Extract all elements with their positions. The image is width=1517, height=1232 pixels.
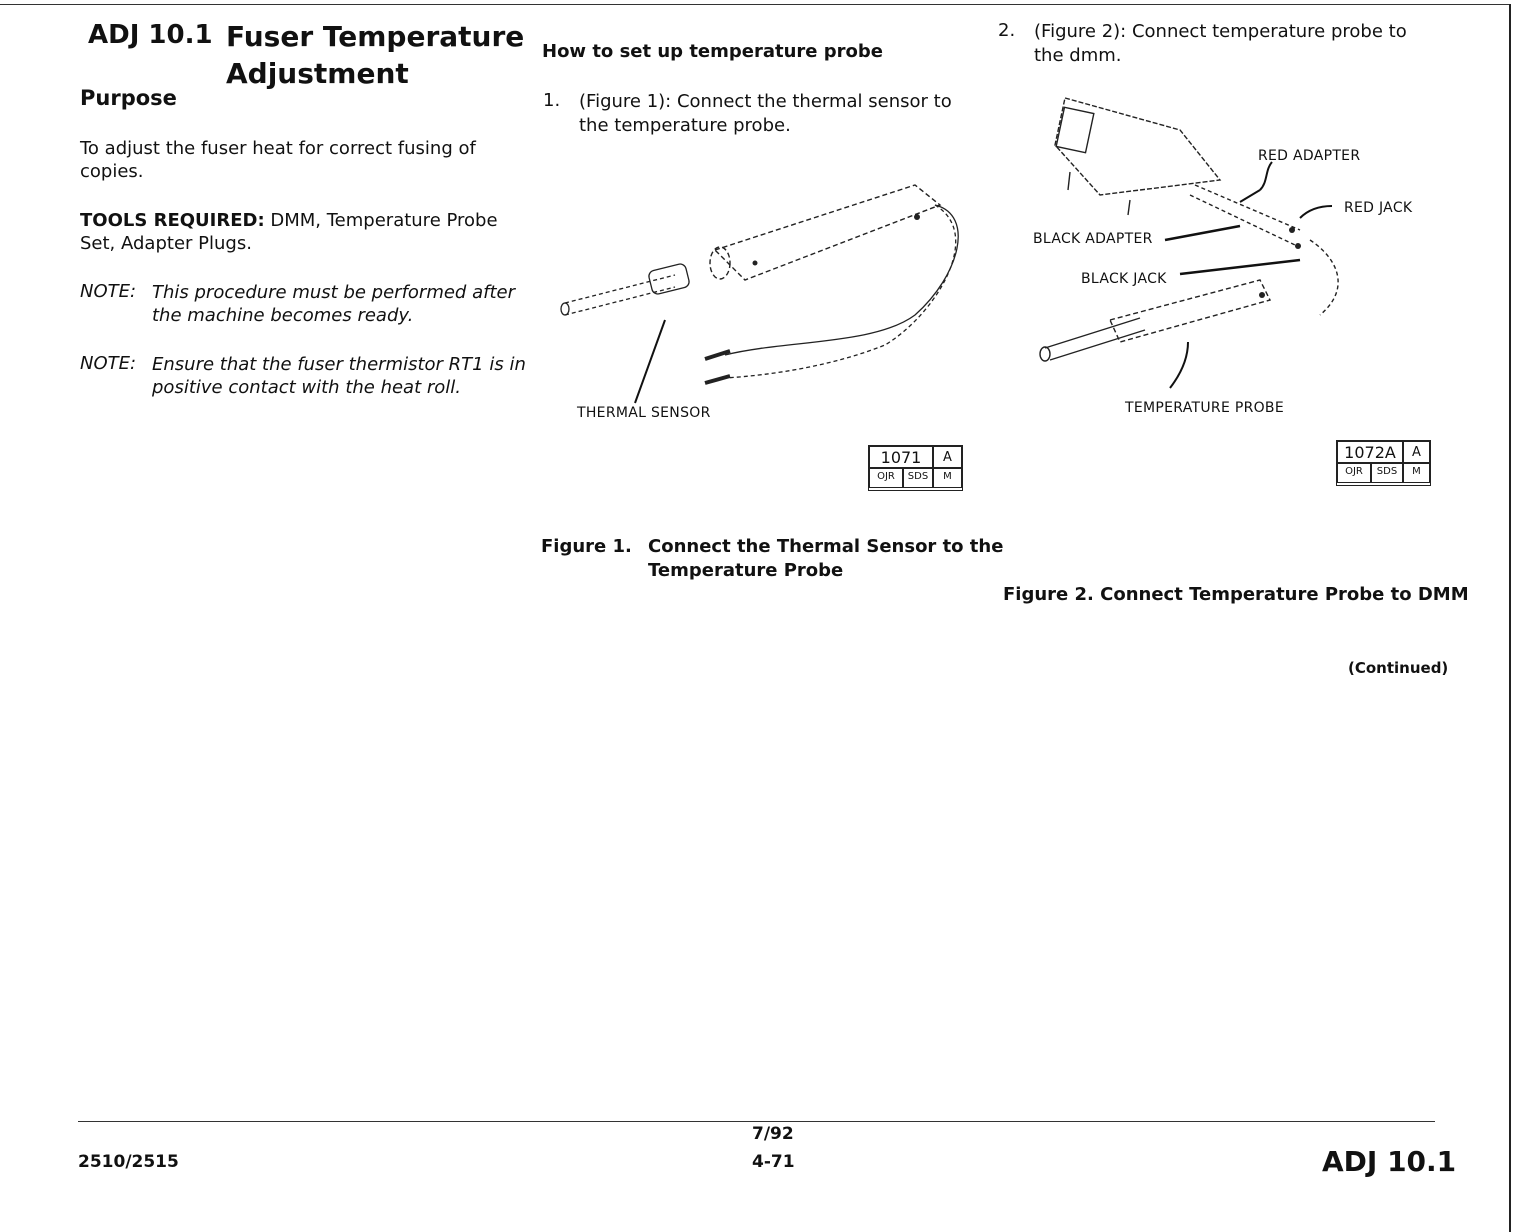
figure-2-ref-c2: SDS xyxy=(1371,463,1403,483)
step-2-number: 2. xyxy=(998,20,1016,41)
figure-1-ref-box xyxy=(868,445,963,491)
figure-1-ref-c2: SDS xyxy=(903,468,933,488)
sensor-shaft xyxy=(565,275,675,303)
note-label-2: NOTE: xyxy=(80,353,137,374)
figure-2-caption: Figure 2. Connect Temperature Probe to DMM xyxy=(1003,584,1469,605)
probe-lead-1 xyxy=(725,205,958,355)
note-2-line1: Ensure that the fuser thermistor RT1 is in xyxy=(152,354,526,375)
note-1-line1: This procedure must be performed after xyxy=(152,282,515,303)
figure-2-ref-id: 1072A xyxy=(1337,441,1403,463)
page-top-border xyxy=(0,4,1510,5)
figure-2-ref-box xyxy=(1336,440,1431,486)
black-jack-leader xyxy=(1180,260,1300,274)
step-2-line1: (Figure 2): Connect temperature probe to xyxy=(1034,21,1407,42)
probe-body xyxy=(715,185,940,280)
figure-2-ref-c3: M xyxy=(1403,463,1430,483)
footer-date: 7/92 xyxy=(752,1124,794,1144)
label-red-adapter: RED ADAPTER xyxy=(1258,148,1361,164)
step-2-line2: the dmm. xyxy=(1034,45,1122,66)
figure-1-ref-id: 1071 xyxy=(869,446,933,468)
purpose-heading: Purpose xyxy=(80,86,177,110)
label-temperature-probe: TEMPERATURE PROBE xyxy=(1125,400,1284,416)
red-adapter-leader xyxy=(1260,162,1272,190)
setup-title: How to set up temperature probe xyxy=(542,41,883,62)
purpose-text-line2: copies. xyxy=(80,161,144,182)
step-1-text xyxy=(579,90,952,138)
purpose-text xyxy=(80,137,476,183)
black-adapter-leader xyxy=(1165,226,1240,240)
tools-text-line2: Set, Adapter Plugs. xyxy=(80,233,252,254)
purpose-text-line1: To adjust the fuser heat for correct fusing of xyxy=(80,138,476,159)
figure-2-ref-c1: OJR xyxy=(1337,463,1371,483)
step-1-line1: (Figure 1): Connect the thermal sensor to xyxy=(579,91,952,112)
figure-1-caption-number: Figure 1. xyxy=(541,536,632,557)
probe-tip xyxy=(1040,347,1050,361)
lead-pin-2 xyxy=(705,376,730,383)
page-title-line2: Adjustment xyxy=(226,57,409,90)
page-title xyxy=(226,18,524,92)
tools-required xyxy=(80,209,498,255)
note-text-1 xyxy=(152,281,515,327)
figure-1-ref-c3: M xyxy=(933,468,962,488)
dmm-feet xyxy=(1068,172,1130,215)
figure-1-caption-line2: Temperature Probe xyxy=(648,560,844,581)
note-2-line2: positive contact with the heat roll. xyxy=(152,377,462,398)
page-right-border xyxy=(1509,4,1511,1232)
label-red-jack: RED JACK xyxy=(1344,200,1413,216)
probe-indicator-dot xyxy=(914,214,920,220)
figure-2-ref-rev: A xyxy=(1403,441,1430,463)
label-black-jack: BLACK JACK xyxy=(1081,271,1167,287)
probe-cable xyxy=(1310,240,1338,315)
figure-1-ref-rev: A xyxy=(933,446,962,468)
red-lead xyxy=(1195,185,1300,230)
sensor-plug xyxy=(648,263,691,295)
dmm-body xyxy=(1055,98,1220,195)
figure-1-ref-c1: OJR xyxy=(869,468,903,488)
black-lead xyxy=(1190,195,1295,245)
section-number: ADJ 10.1 xyxy=(88,20,213,50)
probe-housing xyxy=(1110,280,1270,342)
step-2-text xyxy=(1034,20,1407,68)
thermal-sensor-leader xyxy=(635,320,665,403)
label-thermal-sensor: THERMAL SENSOR xyxy=(577,405,711,421)
page-title-line1: Fuser Temperature xyxy=(226,20,525,53)
footer-page-number: 4-71 xyxy=(752,1152,795,1172)
red-jack-dot xyxy=(1289,227,1295,233)
note-1-line2: the machine becomes ready. xyxy=(152,305,414,326)
tools-label: TOOLS REQUIRED: xyxy=(80,210,265,231)
black-jack-dot xyxy=(1295,243,1301,249)
label-black-adapter: BLACK ADAPTER xyxy=(1033,231,1153,247)
figure-1-caption-line1: Connect the Thermal Sensor to the xyxy=(648,536,1004,557)
continued-label: (Continued) xyxy=(1348,659,1449,677)
note-label-1: NOTE: xyxy=(80,281,137,302)
temperature-probe-leader xyxy=(1170,342,1188,388)
note-text-2 xyxy=(152,353,526,399)
footer-section: ADJ 10.1 xyxy=(1322,1145,1457,1178)
step-1-line2: the temperature probe. xyxy=(579,115,791,136)
footer-rule xyxy=(78,1121,1435,1122)
red-jack-leader xyxy=(1300,206,1332,218)
step-1-number: 1. xyxy=(543,90,561,111)
tools-text-line1: DMM, Temperature Probe xyxy=(264,210,498,231)
probe-lead-2 xyxy=(725,205,956,378)
figure-1-caption xyxy=(648,535,1003,583)
probe-connector xyxy=(710,247,730,279)
figure-1-illustration xyxy=(555,175,975,415)
sensor-tip xyxy=(561,303,569,315)
footer-model: 2510/2515 xyxy=(78,1152,179,1172)
